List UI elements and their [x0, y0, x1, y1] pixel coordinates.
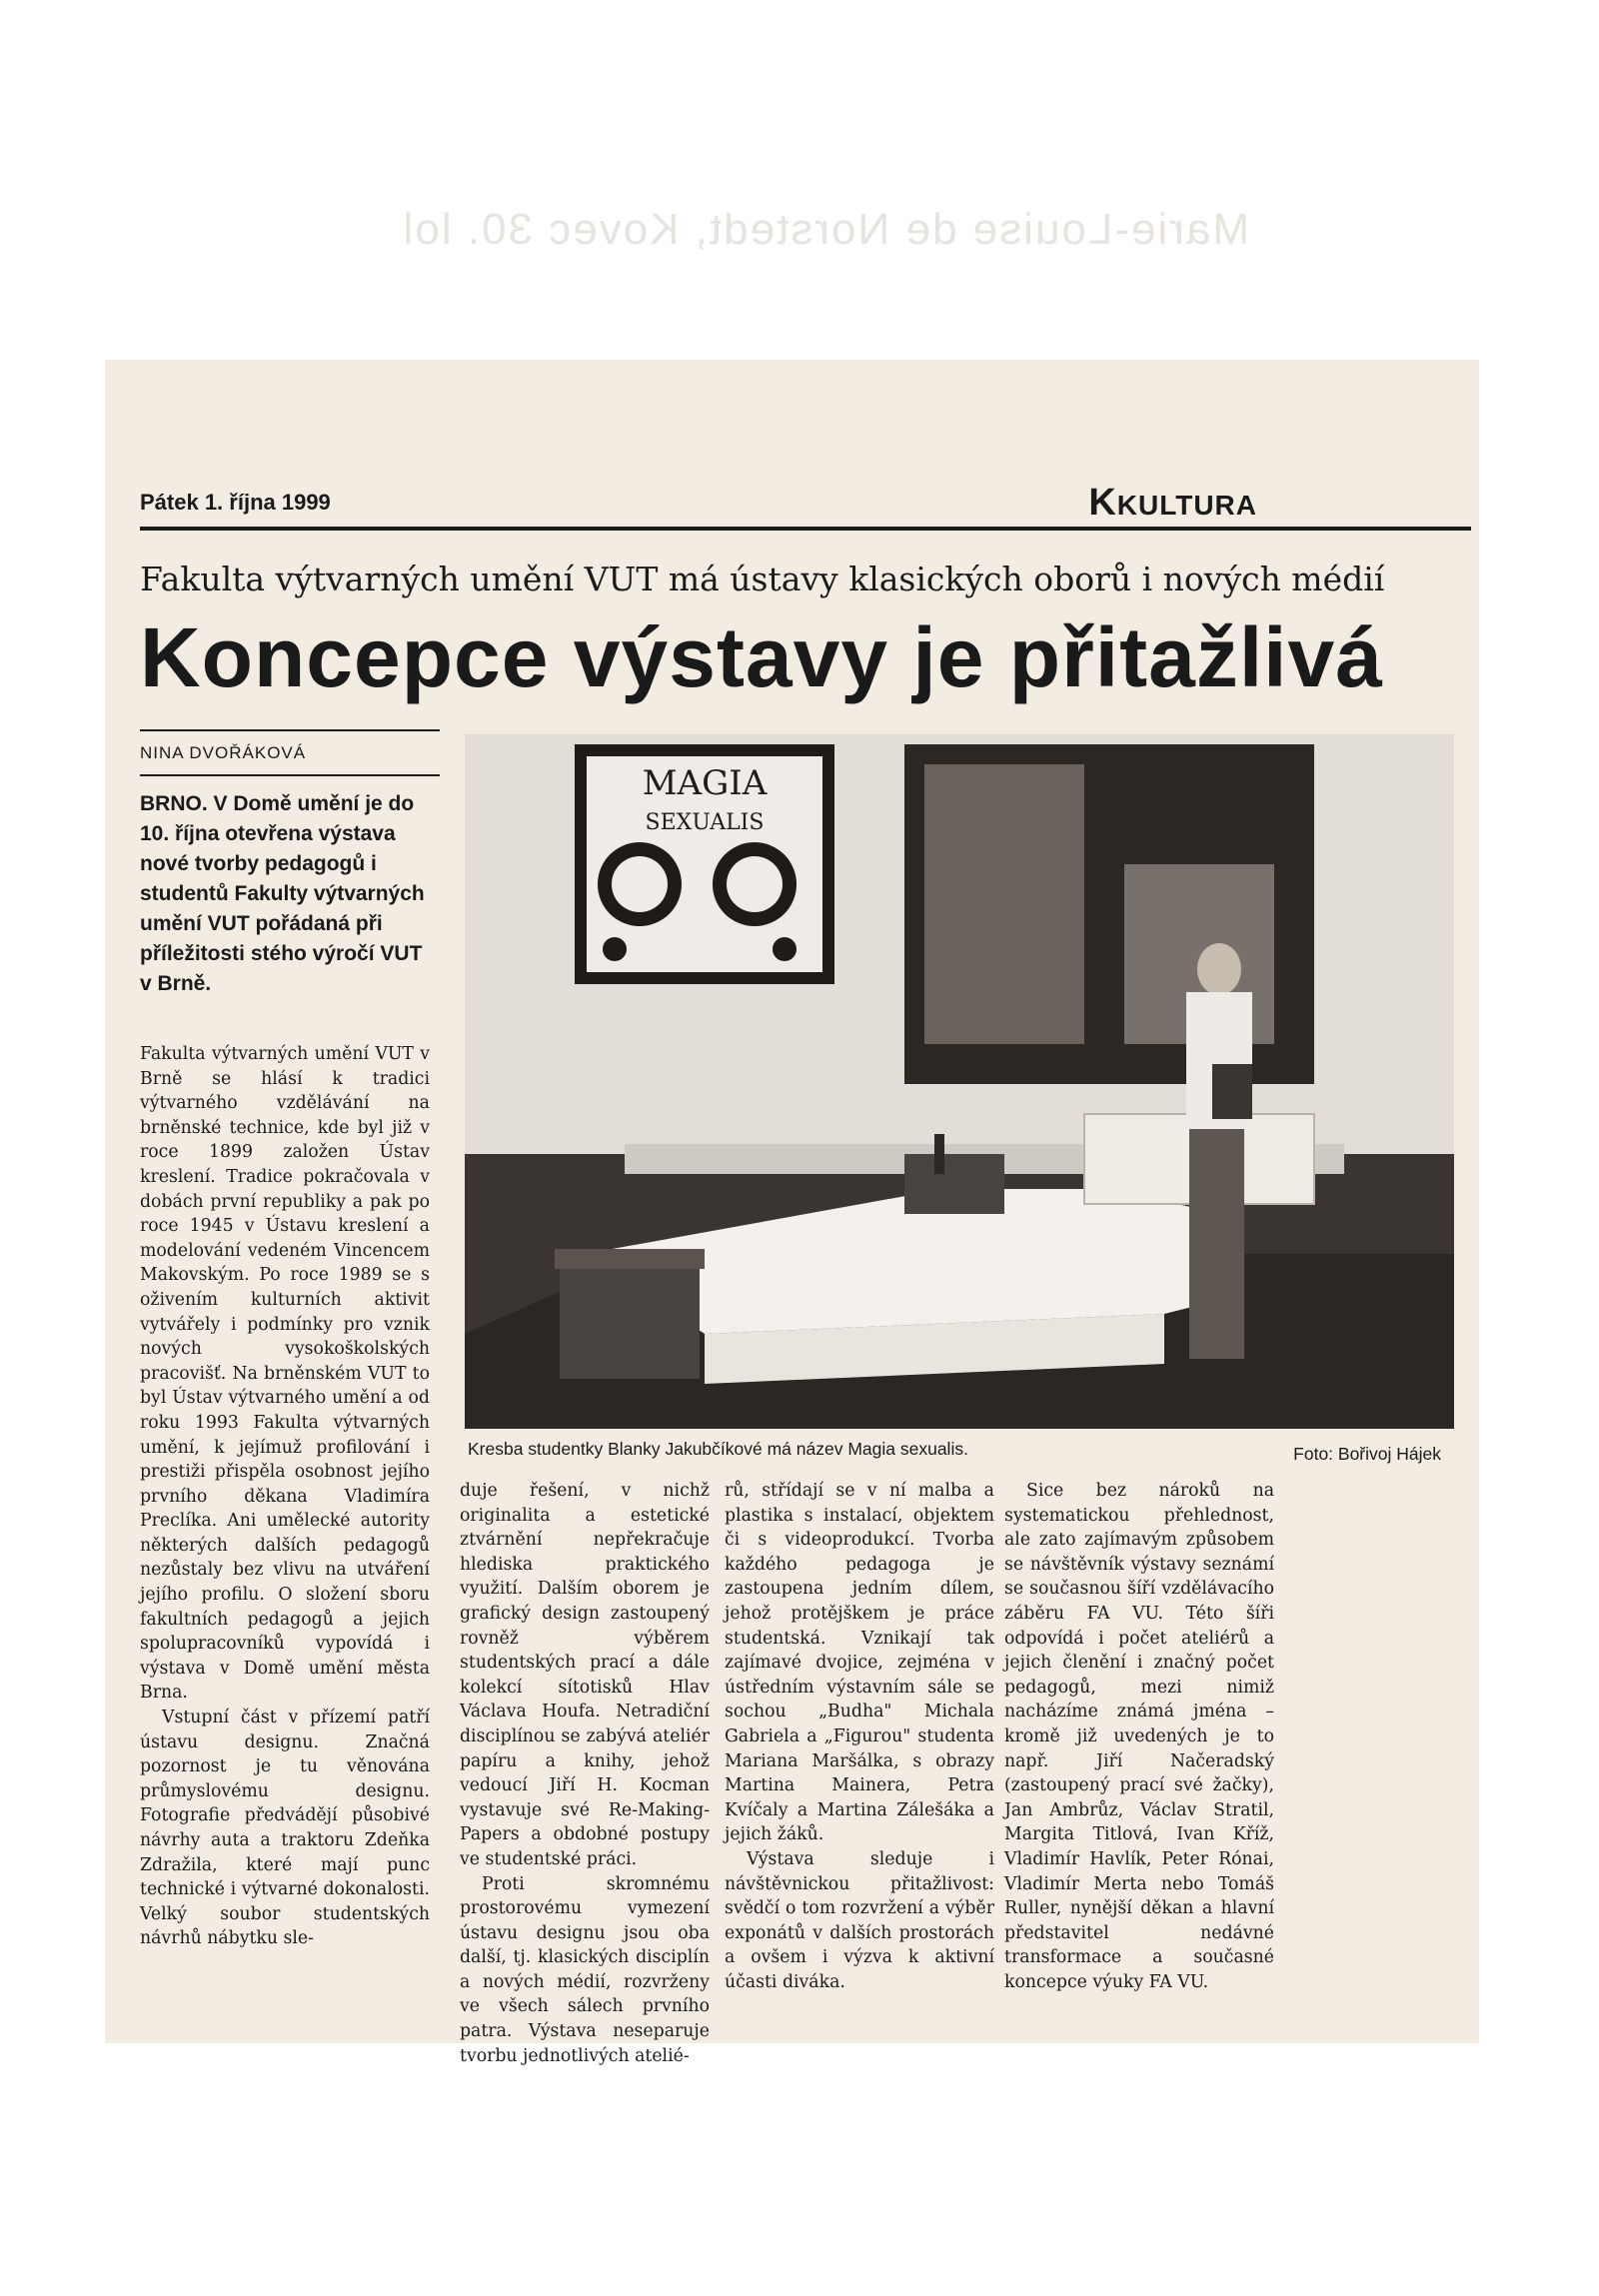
poster-title: MAGIA [642, 763, 768, 803]
photo-caption: Kresba studentky Blanky Jakubčíkové má název Magia sexualis. [468, 1439, 968, 1459]
article-author: NINA DVOŘÁKOVÁ [140, 743, 307, 762]
header-rule [140, 527, 1471, 531]
photo-credit: Foto: Bořivoj Hájek [1293, 1444, 1441, 1464]
paragraph: rů, střídají se v ní malba a plastika s instalací, objektem či s videoprodukcí. Tvorba každého pedagoga je zastoupena jedním dílem, jehož protějškem je práce studentská. Vznikají tak zajímavé dvojice, zejména v ústředním výstavním sále se sochou „Budha" Michala Gabriela a „Figurou" studenta Mariana Maršálka, s obrazy Martina Mainera, Petra Kvíčaly a Martina Zálešáka a jejich žáků. [725, 1481, 994, 1845]
poster-subtitle: SEXUALIS [645, 810, 765, 835]
newspaper-clipping [105, 360, 1479, 2066]
paragraph: duje řešení, v nichž originalita a estetické ztvárnění nepřekračuje hlediska praktického využití. Dalším oborem je grafický design zastoupený rovněž výběrem studentských prací a dále kolekcí sítotisků Hlav Václava Houfa. Netradiční disciplínou se zabývá ateliér papíru a knihy, jehož vedoucí Jiří H. Kocman vystavuje své Re-Making-Papers a obdobné postupy ve studentské práci. [460, 1481, 710, 1869]
author-rule-top [140, 729, 440, 731]
show-through-text: Marie-Louise de Norstedt, Kovec 30. lol [401, 205, 1249, 254]
text-column-1 [140, 1042, 430, 1951]
text-column-2 [460, 1479, 710, 2068]
article-lead: BRNO. V Domě umění je do 10. října otevřena výstava nové tvorby pedagogů i studentů Fakulty výtvarných umění VUT pořádaná při příležitosti stého výročí VUT v Brně. [140, 792, 425, 995]
exhibition-photo [465, 734, 1454, 1429]
author-rule-bottom [140, 774, 440, 776]
text-column-3 [725, 1479, 994, 1994]
article-subtitle: Fakulta výtvarných umění VUT má ústavy klasických oborů i nových médií [140, 560, 1385, 598]
paragraph: Proti skromnému prostorovému vymezení ústavu designu jsou oba další, tj. klasických disciplín a nových médií, rozvrženy ve všech sálech prvního patra. Výstava neseparuje tvorbu jednotlivých atelié- [460, 1873, 710, 2066]
photo-image [465, 734, 1454, 1429]
paragraph: Fakulta výtvarných umění VUT v Brně se hlásí k tradici výtvarného vzdělávání na brněnské technice, kde byl již v roce 1899 založen Ústav kreslení. Tradice pokračovala v dobách první republiky a pak po roce 1945 v Ústavu kreslení a modelování vedeném Vincencem Makovským. Po roce 1989 se s oživením kulturních aktivit vytvářely i podmínky pro vznik nových vysokoškolských pracovišť. Na brněnském VUT to byl Ústav výtvarného umění a od roku 1993 Fakulta výtvarných umění, k jejímuž profilování i prestiži přispěla osobnost jejího prvního děkana Vladimíra Preclíka. Ani umělecké autority některých dalších pedagogů nezůstaly bez vlivu na utváření jejího profilu. O složení sboru fakultních pedagogů a jejich spolupracovníků vypovídá i výstava v Domě umění města Brna. [140, 1044, 430, 1704]
paragraph: Sice bez nároků na systematickou přehlednost, ale zato zajímavým způsobem se návštěvník výstavy seznámí se současnou šíří vzdělávacího záběru FA VU. Této šíři odpovídá i počet ateliérů a jejich členění i značný počet pedagogů, mezi nimiž nacházíme známá jména – kromě již uvedených je to např. Jiří Načeradský (zastoupený prací své žačky), Jan Ambrůz, Václav Stratil, Margita Titlová, Ivan Kříž, Vladimír Havlík, Peter Rónai, Vladimír Merta nebo Tomáš Ruller, nynější děkan a hlavní představitel nedávné transformace a současné koncepce výuky FA VU. [1004, 1481, 1274, 1992]
text-column-4 [1004, 1479, 1274, 1994]
issue-date: Pátek 1. října 1999 [140, 490, 331, 515]
paragraph: Vstupní část v přízemí patří ústavu designu. Značná pozornost je tu věnována průmyslovému designu. Fotografie předvádějí působivé návrhy auta a traktoru Zdeňka Zdražila, které mají punc technické i výtvarné dokonalosti. Velký soubor studentských návrhů nábytku sle- [140, 1708, 430, 1949]
article-headline: Koncepce výstavy je přitažlivá [140, 610, 1383, 704]
paragraph: Výstava sleduje i návštěvnickou přitažlivost: svědčí o tom rozvržení a výběr exponátů v dalších prostorách a ovšem i výzva k aktivní účasti diváka. [725, 1848, 994, 1992]
section-label: KKULTURA [1088, 482, 1257, 524]
